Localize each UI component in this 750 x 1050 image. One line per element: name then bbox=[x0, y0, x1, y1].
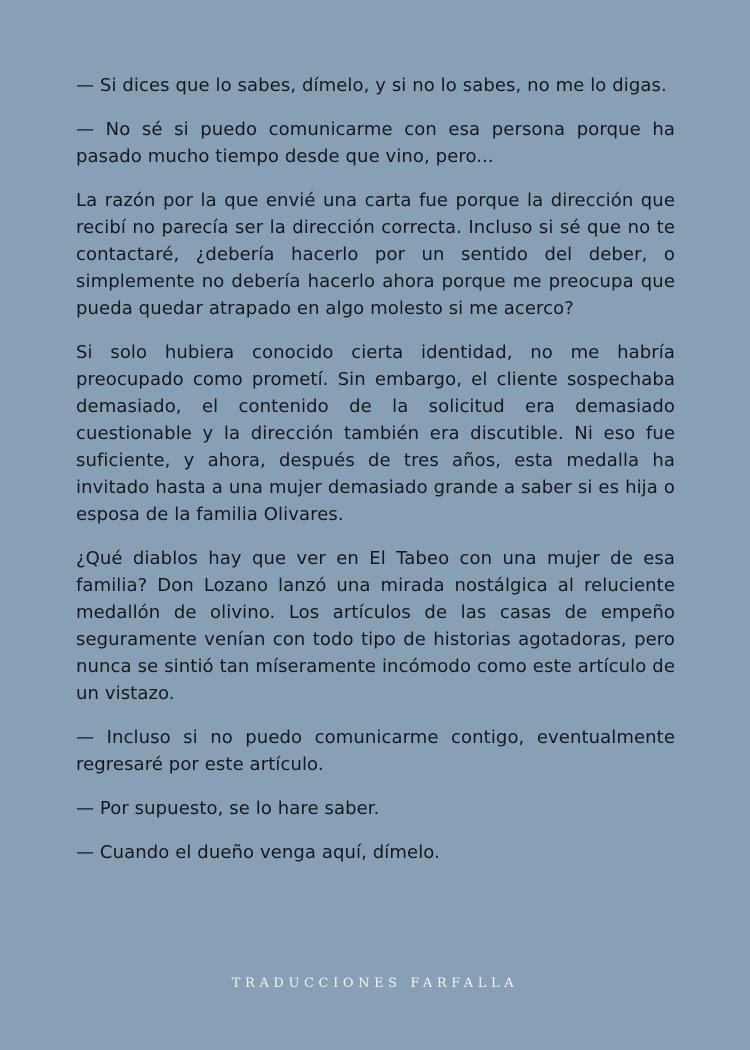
footer-credit: TRADUCCIONES FARFALLA bbox=[231, 976, 519, 991]
paragraph: — No sé si puedo comunicarme con esa persona porque ha pasado mucho tiempo desde que vino, pero... bbox=[76, 119, 675, 167]
paragraph: — Por supuesto, se lo hare saber. bbox=[76, 798, 380, 819]
paragraph: — Si dices que lo sabes, dímelo, y si no lo sabes, no me lo digas. bbox=[76, 75, 667, 96]
paragraph: La razón por la que envié una carta fue porque la dirección que recibí no parecía ser la dirección correcta. Incluso si sé que no te contactaré, ¿debería hacerlo por un sentido del deber, o simplemente no debería hacerlo ahora porque me preocupa que pueda quedar atrapado en algo molesto si me acerco? bbox=[76, 190, 675, 319]
body-text bbox=[76, 72, 675, 866]
paragraph: ¿Qué diablos hay que ver en El Tabeo con una mujer de esa familia? Don Lozano lanzó una mirada nostálgica al reluciente medallón de olivino. Los artículos de las casas de empeño seguramente venían con todo tipo de historias agotadoras, pero nunca se sintió tan míseramente incómodo como este artículo de un vistazo. bbox=[76, 548, 675, 704]
paragraph: — Incluso si no puedo comunicarme contigo, eventualmente regresaré por este artículo. bbox=[76, 727, 675, 775]
paragraph: Si solo hubiera conocido cierta identidad, no me habría preocupado como prometí. Sin embargo, el cliente sospechaba demasiado, el contenido de la solicitud era demasiado cuestionable y la dirección también era discutible. Ni eso fue suficiente, y ahora, después de tres años, esta medalla ha invitado hasta a una mujer demasiado grande a saber si es hija o esposa de la familia Olivares. bbox=[76, 342, 675, 525]
paragraph: — Cuando el dueño venga aquí, dímelo. bbox=[76, 842, 440, 863]
